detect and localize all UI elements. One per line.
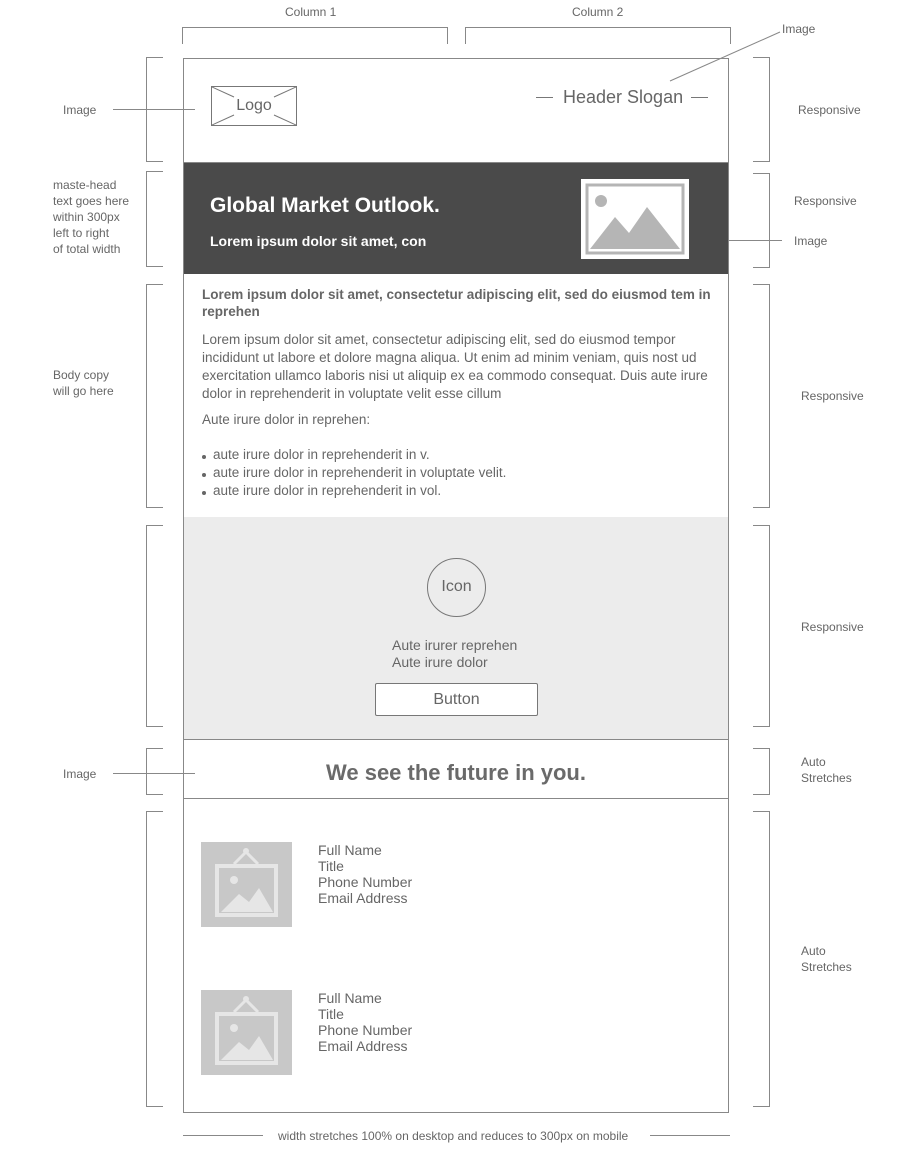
contact-name: Full Name xyxy=(318,842,382,858)
masthead-image xyxy=(581,179,689,259)
list-item: aute irure dolor in reprehenderit in vol. xyxy=(202,482,506,500)
contact-email: Email Address xyxy=(318,890,408,906)
contact-info xyxy=(318,842,412,906)
masthead-responsive-annotation: Responsive xyxy=(794,194,857,208)
cta-icon xyxy=(427,558,486,617)
bullet-list xyxy=(202,446,506,500)
left-bracket-tagline xyxy=(146,748,163,795)
contact-title: Title xyxy=(318,1006,344,1022)
body-section xyxy=(184,274,728,517)
right-bracket-tagline xyxy=(753,748,770,795)
body-paragraph: Lorem ipsum dolor sit amet, consectetur adipiscing elit, sed do eiusmod tempor incididunt ut labore et dolore magna aliqua. Ut enim ad minim veniam, quis nost ud exercitation ullamco laboris nisi ut aliquip ex ea commodo consequat. Duis aute irure dolor in reprehenderit in voluptate velit esse cillum xyxy=(202,332,708,401)
column-2-bracket xyxy=(465,27,731,44)
contact-phone: Phone Number xyxy=(318,874,413,890)
masthead-image-annotation: Image xyxy=(794,234,828,248)
cta-icon-label: Icon xyxy=(441,578,472,595)
list-item: aute irure dolor in reprehenderit in voluptate velit. xyxy=(202,464,506,482)
header-slogan: Header Slogan xyxy=(563,87,684,107)
header-responsive-annotation: Responsive xyxy=(798,103,861,117)
left-bracket-cta xyxy=(146,525,163,727)
slogan-dash-left xyxy=(536,97,553,98)
right-bracket-body xyxy=(753,284,770,508)
left-bracket-masthead xyxy=(146,171,163,267)
masthead-annotation: maste-head text goes here within 300px left to right of total width xyxy=(53,178,130,256)
tagline-section xyxy=(184,740,728,799)
logo-label: Logo xyxy=(236,97,272,114)
header-section xyxy=(184,59,728,163)
logo-placeholder xyxy=(211,86,297,126)
contact-phone: Phone Number xyxy=(318,1022,413,1038)
right-bracket-contacts xyxy=(753,811,770,1107)
contact-photo xyxy=(201,842,292,927)
footer-line-right xyxy=(650,1135,730,1136)
right-bracket-masthead xyxy=(753,173,770,268)
image-placeholder-icon xyxy=(581,179,689,259)
photo-placeholder-icon xyxy=(201,842,292,927)
column-2-label: Column 2 xyxy=(572,5,624,19)
column-1-bracket xyxy=(182,27,448,44)
slogan-dash-right xyxy=(691,97,708,98)
contacts-section xyxy=(184,799,728,1112)
cta-button[interactable]: Button xyxy=(375,683,538,716)
contacts-stretch-annotation: Auto Stretches xyxy=(801,944,852,974)
tagline-text: We see the future in you. xyxy=(326,760,586,785)
contact-info xyxy=(318,990,412,1054)
cta-section xyxy=(184,517,728,740)
body-lead-text: Lorem ipsum dolor sit amet, consectetur adipiscing elit, sed do eiusmod tem in reprehen xyxy=(202,287,711,319)
cta-text: Aute irurer reprehen Aute irure dolor xyxy=(392,637,518,670)
body-annotation: Body copy will go here xyxy=(53,368,114,398)
right-bracket-header xyxy=(753,57,770,162)
body-responsive-annotation: Responsive xyxy=(801,389,864,403)
contact-photo xyxy=(201,990,292,1075)
cta-responsive-annotation: Responsive xyxy=(801,620,864,634)
contact-email: Email Address xyxy=(318,1038,408,1054)
masthead-subtitle: Lorem ipsum dolor sit amet, con xyxy=(210,233,427,249)
list-intro: Aute irure dolor in reprehen: xyxy=(202,412,371,427)
contact-title: Title xyxy=(318,858,344,874)
left-bracket-body xyxy=(146,284,163,508)
list-item: aute irure dolor in reprehenderit in v. xyxy=(202,446,506,464)
email-template-frame xyxy=(183,58,729,1113)
right-bracket-cta xyxy=(753,525,770,727)
masthead-title: Global Market Outlook. xyxy=(210,194,440,217)
footer-line-left xyxy=(183,1135,263,1136)
column-1-label: Column 1 xyxy=(285,5,337,19)
photo-placeholder-icon xyxy=(201,990,292,1075)
masthead-section xyxy=(184,163,728,274)
tagline-stretch-annotation: Auto Stretches xyxy=(801,755,852,785)
left-bracket-contacts xyxy=(146,811,163,1107)
slogan-image-annotation: Image xyxy=(782,22,816,36)
footer-width-note: width stretches 100% on desktop and reduces to 300px on mobile xyxy=(278,1129,629,1143)
header-image-annotation: Image xyxy=(63,103,97,117)
contact-name: Full Name xyxy=(318,990,382,1006)
tagline-image-annotation: Image xyxy=(63,767,97,781)
